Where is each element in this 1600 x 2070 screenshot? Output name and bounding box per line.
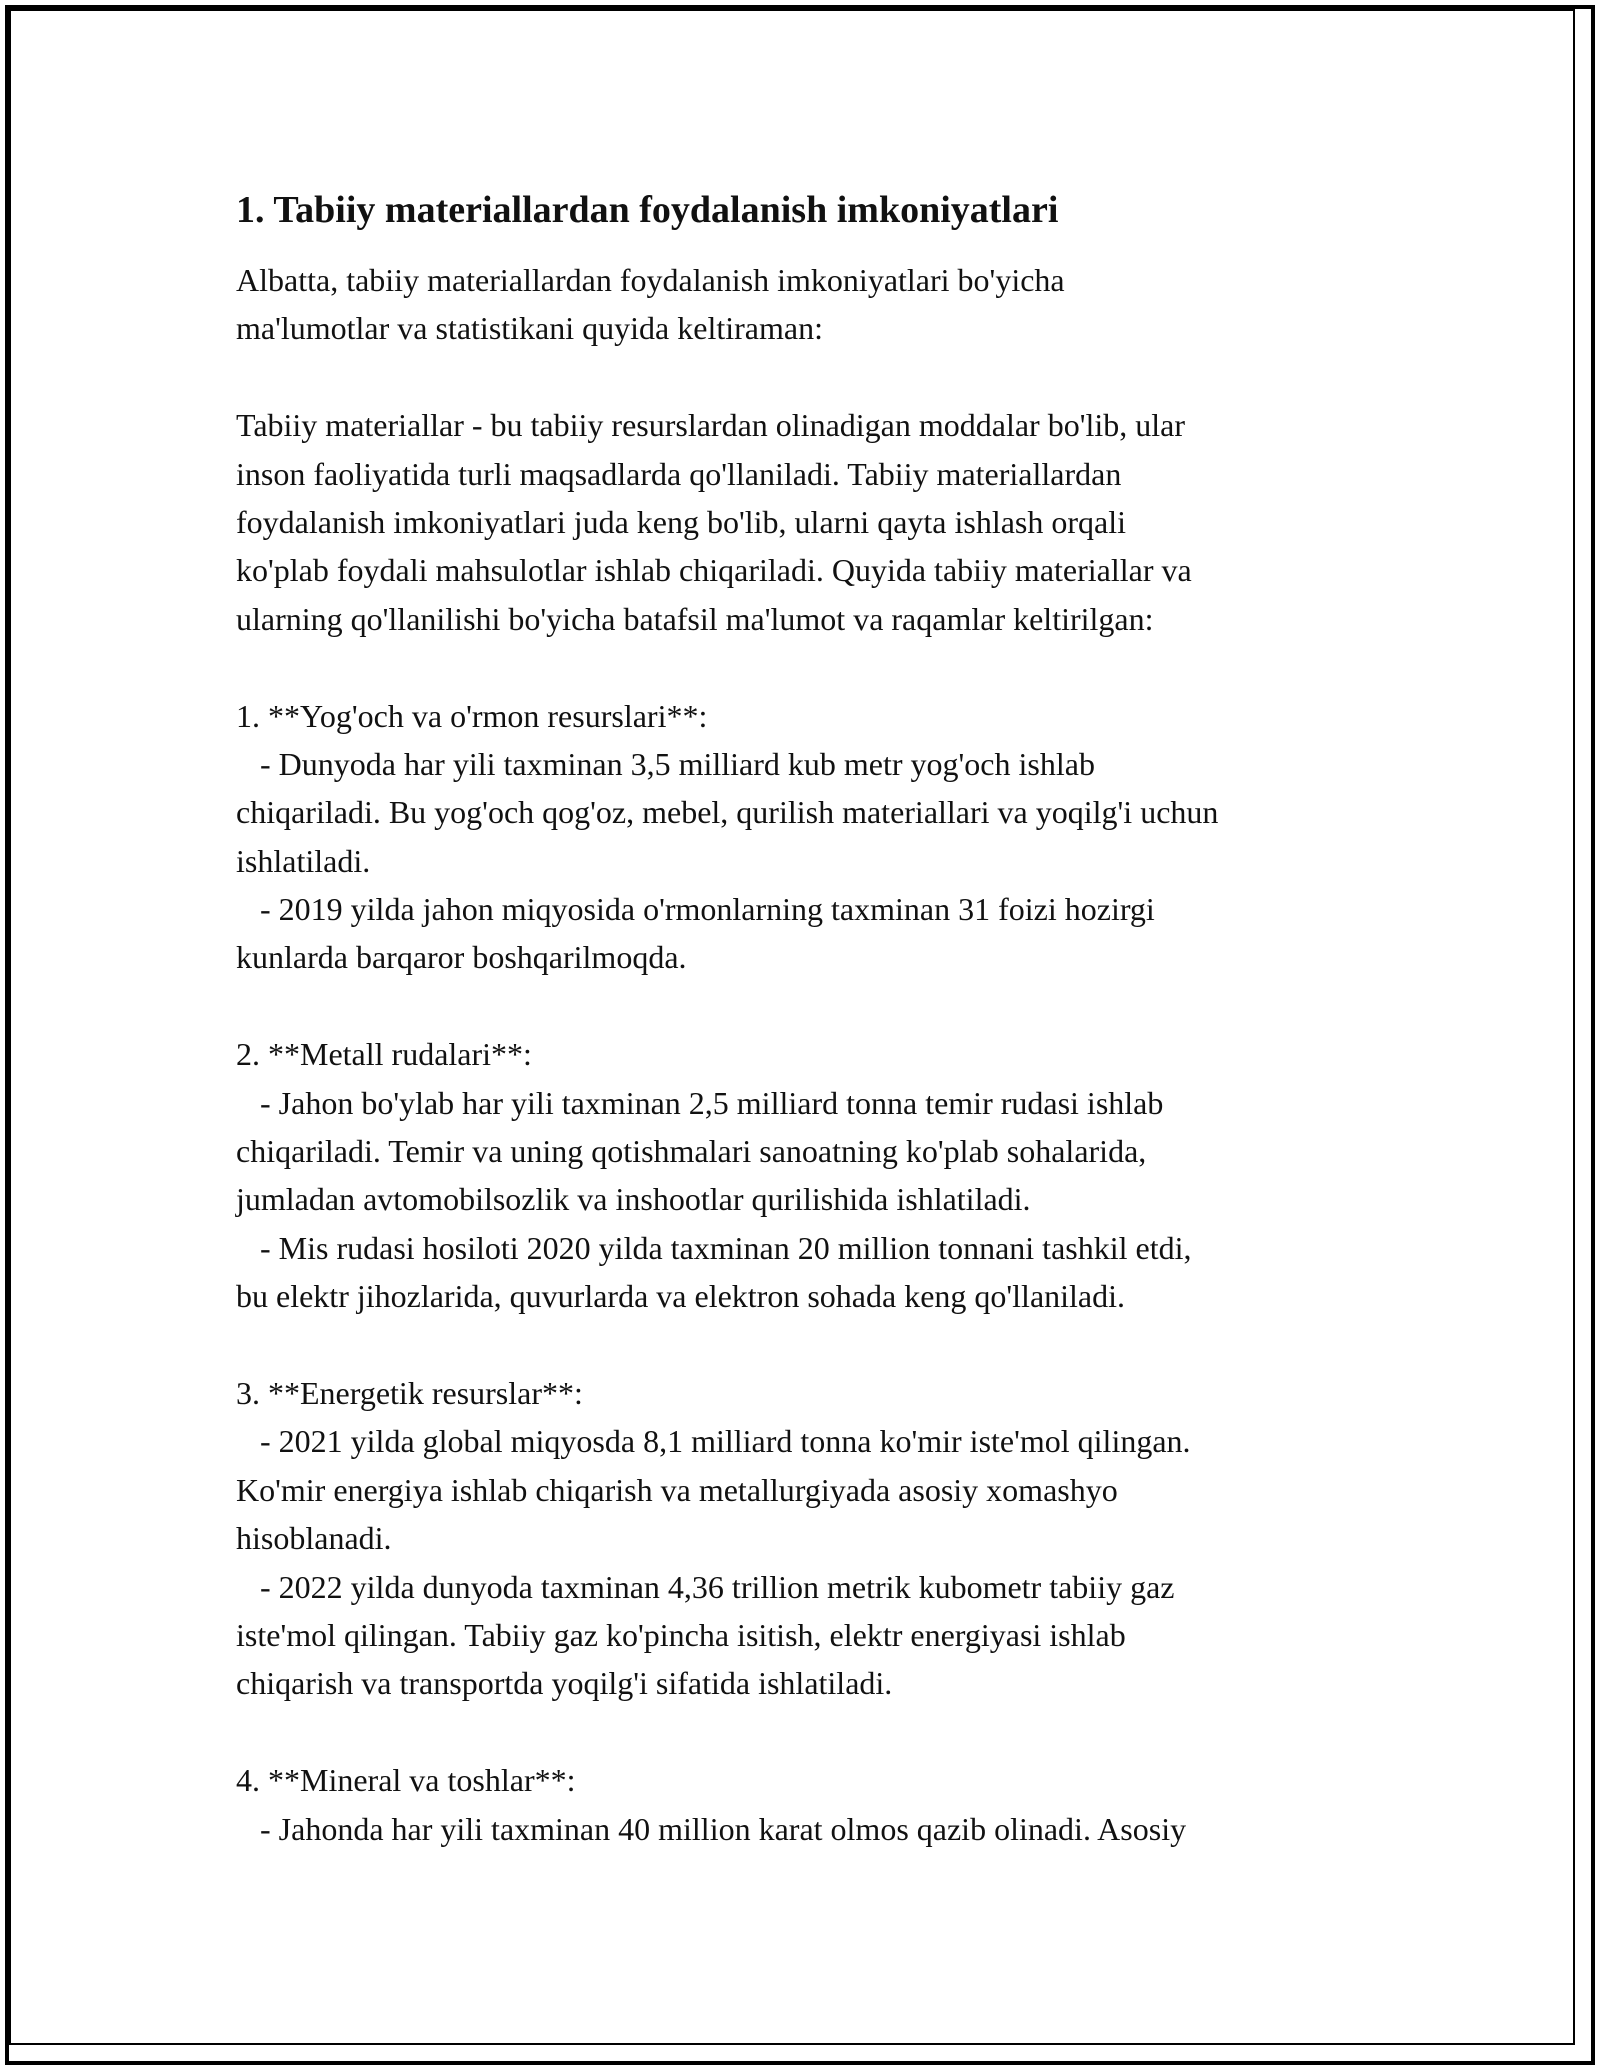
blank-line <box>236 1321 1406 1369</box>
text-line: ularning qo'llanilishi bo'yicha batafsil ma'lumot va raqamlar keltirilgan: <box>236 600 1154 637</box>
blank-line <box>236 982 1406 1030</box>
text-line: - 2021 yilda global miqyosda 8,1 milliard tonna ko'mir iste'mol qilingan. <box>236 1423 1191 1460</box>
text-line: 4. **Mineral va toshlar**: <box>236 1762 576 1799</box>
text-line: bu elektr jihozlarida, quvurlarda va elektron sohada keng qo'llaniladi. <box>236 1278 1126 1315</box>
text-line: foydalanish imkoniyatlari juda keng bo'lib, ularni qayta ishlash orqali <box>236 503 1127 540</box>
blank-line <box>236 1708 1406 1756</box>
text-line: Albatta, tabiiy materiallardan foydalanish imkoniyatlari bo'yicha <box>236 262 1065 298</box>
text-line: chiqariladi. Bu yog'och qog'oz, mebel, qurilish materiallari va yoqilg'i uchun <box>236 794 1219 831</box>
text-line: - Jahon bo'ylab har yili taxminan 2,5 milliard tonna temir rudasi ishlab <box>236 1084 1164 1121</box>
text-line: hisoblanadi. <box>236 1520 392 1557</box>
text-line: kunlarda barqaror boshqarilmoqda. <box>236 939 687 976</box>
text-line: 2. **Metall rudalari**: <box>236 1036 532 1073</box>
text-line: 1. **Yog'och va o'rmon resurslari**: <box>236 697 708 734</box>
text-line: - 2022 yilda dunyoda taxminan 4,36 trillion metrik kubometr tabiiy gaz <box>236 1568 1175 1605</box>
document-title: 1. Tabiiy materiallardan foydalanish imkoniyatlari <box>236 189 1059 231</box>
blank-line <box>236 353 1406 401</box>
document-text <box>236 256 1406 1853</box>
text-line: jumladan avtomobilsozlik va inshootlar qurilishida ishlatiladi. <box>236 1181 1031 1218</box>
text-line: iste'mol qilingan. Tabiiy gaz ko'pincha isitish, elektr energiyasi ishlab <box>236 1616 1126 1653</box>
text-line: - Dunyoda har yili taxminan 3,5 milliard kub metr yog'och ishlab <box>236 745 1095 782</box>
text-line: ishlatiladi. <box>236 842 371 879</box>
text-line: chiqarish va transportda yoqilg'i sifatida ishlatiladi. <box>236 1665 893 1702</box>
blank-line <box>236 643 1406 691</box>
text-line: ko'plab foydali mahsulotlar ishlab chiqariladi. Quyida tabiiy materiallar va <box>236 552 1192 589</box>
text-line: - Jahonda har yili taxminan 40 million karat olmos qazib olinadi. Asosiy <box>236 1810 1187 1847</box>
text-line: ma'lumotlar va statistikani quyida keltiraman: <box>236 310 823 347</box>
text-line: 3. **Energetik resurslar**: <box>236 1374 583 1411</box>
text-line: Tabiiy materiallar - bu tabiiy resurslardan olinadigan moddalar bo'lib, ular <box>236 407 1185 444</box>
text-line: - Mis rudasi hosiloti 2020 yilda taxminan 20 million tonnani tashkil etdi, <box>236 1229 1192 1266</box>
text-line: inson faoliyatida turli maqsadlarda qo'llaniladi. Tabiiy materiallardan <box>236 455 1122 492</box>
document-body <box>236 186 1406 1853</box>
text-line: chiqariladi. Temir va uning qotishmalari sanoatning ko'plab sohalarida, <box>236 1133 1147 1170</box>
text-line: - 2019 yilda jahon miqyosida o'rmonlarning taxminan 31 foizi hozirgi <box>236 891 1155 928</box>
text-line: Ko'mir energiya ishlab chiqarish va metallurgiyada asosiy xomashyo <box>236 1471 1118 1508</box>
